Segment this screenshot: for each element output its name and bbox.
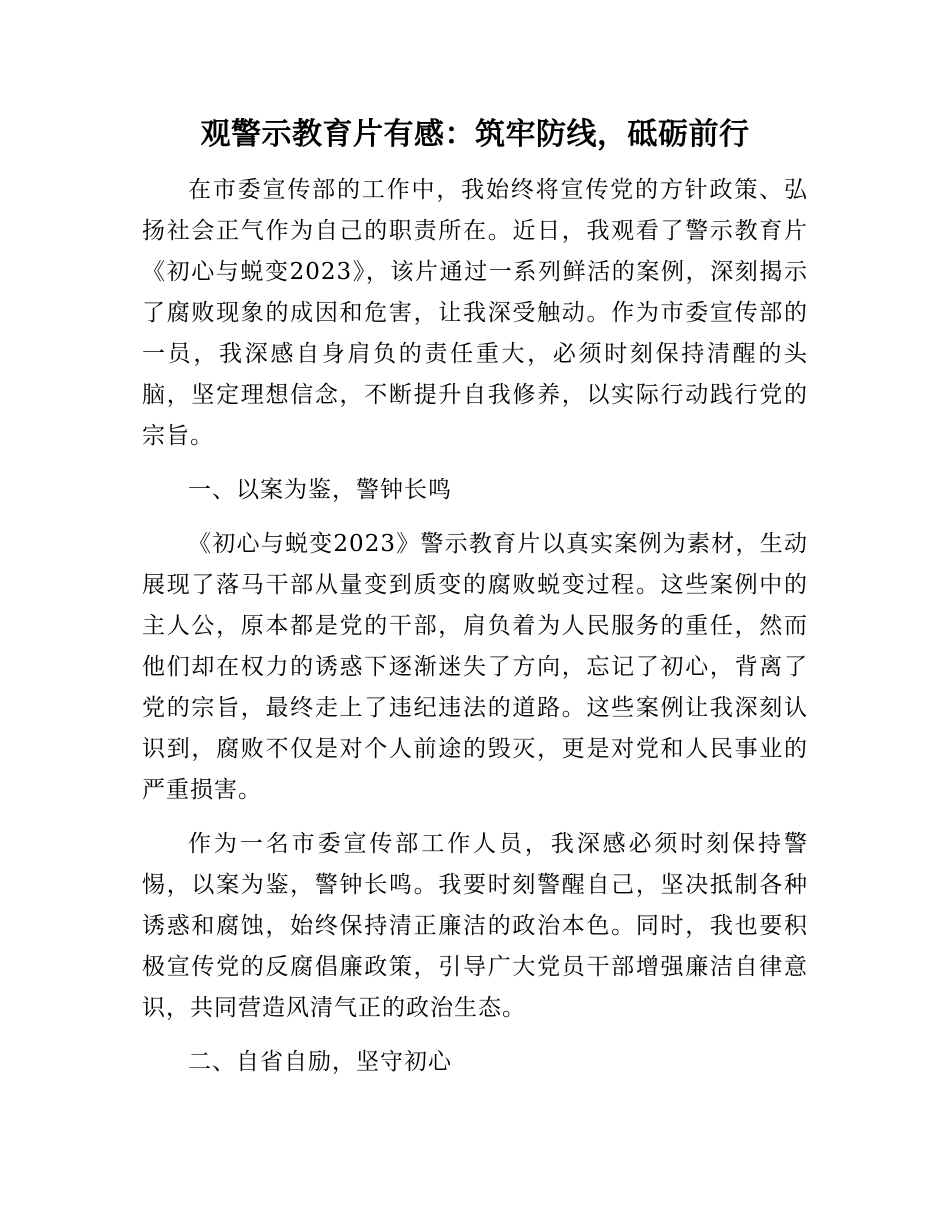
document-body — [142, 170, 808, 1096]
section-1-paragraph-2: 作为一名市委宣传部工作人员，我深感必须时刻保持警惕，以案为鉴，警钟长鸣。我要时刻警醒自己，坚决抵制各种诱惑和腐蚀，始终保持清正廉洁的政治本色。同时，我也要积极宣传党的反腐倡廉政策，引导广大党员干部增强廉洁自律意识，共同营造风清气正的政治生态。 — [142, 831, 808, 1021]
section-1-paragraph-1: 《初心与蜕变2023》警示教育片以真实案例为素材，生动展现了落马干部从量变到质变的腐败蜕变过程。这些案例中的主人公，原本都是党的干部，肩负着为人民服务的重任，然而他们却在权力的诱惑下逐渐迷失了方向，忘记了初心，背离了党的宗旨，最终走上了违纪违法的道路。这些案例让我深刻认识到，腐败不仅是对个人前途的毁灭，更是对党和人民事业的严重损害。 — [142, 531, 808, 803]
section-heading-2: 二、自省自励，坚守初心 — [188, 1049, 452, 1075]
section-heading-1: 一、以案为鉴，警钟长鸣 — [188, 477, 452, 503]
intro-paragraph: 在市委宣传部的工作中，我始终将宣传党的方针政策、弘扬社会正气作为自己的职责所在。近日，我观看了警示教育片《初心与蜕变2023》，该片通过一系列鲜活的案例，深刻揭示了腐败现象的成因和危害，让我深受触动。作为市委宣传部的一员，我深感自身肩负的责任重大，必须时刻保持清醒的头脑，坚定理想信念，不断提升自我修养，以实际行动践行党的宗旨。 — [142, 177, 808, 449]
document-title: 观警示教育片有感：筑牢防线，砥砺前行 — [200, 117, 750, 152]
